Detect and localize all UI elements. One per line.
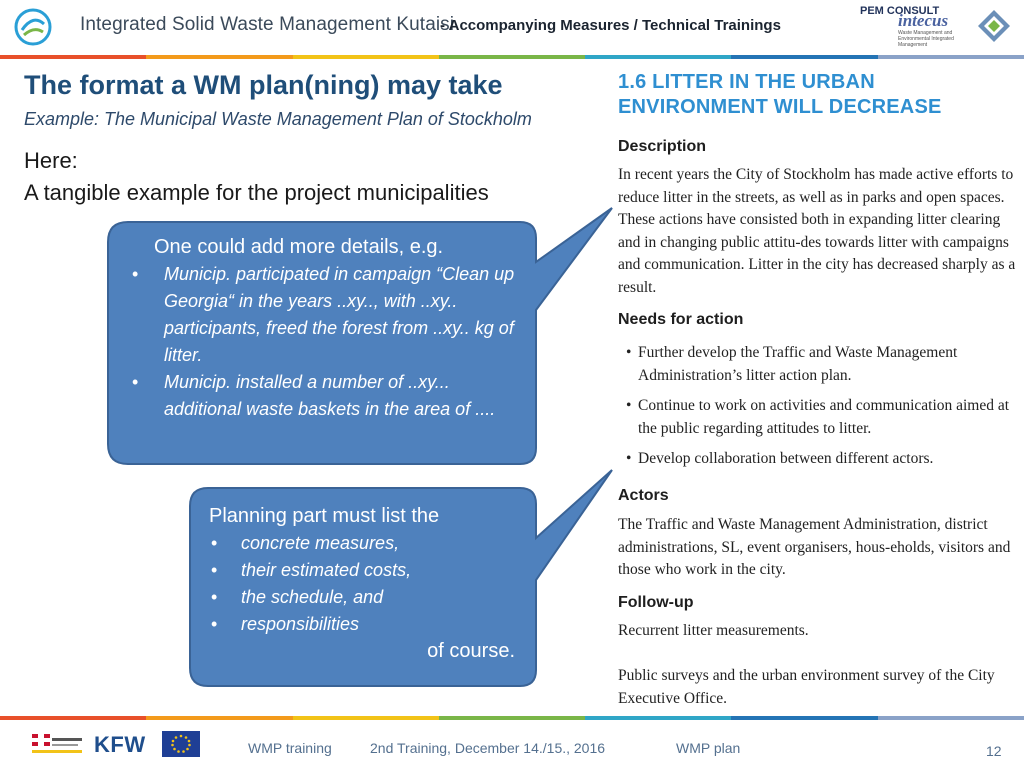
footer-color-stripe	[0, 716, 1024, 720]
list-item: • responsibilities	[209, 611, 529, 638]
intecus-logo-subtitle: Waste Management and Environmental Integrated Management	[898, 30, 954, 48]
slide-example-subtitle: Example: The Municipal Waste Management Plan of Stockholm	[24, 109, 532, 129]
slide-title: The format a WM plan(ning) may take	[24, 70, 503, 100]
excerpt-heading	[618, 70, 1018, 120]
page-number: 12	[986, 743, 1002, 759]
section-title-actors: Actors	[618, 487, 669, 504]
here-label: Here:	[24, 148, 78, 173]
description-text: In recent years the City of Stockholm has made active efforts to reduce litter in the streets, as well as in parks and open spaces. These actions have consisted both in expanding litter clearing and in changing public attitu-des towards litter with campaigns and communication. Litter in the city has decreased sharply as a result.	[618, 166, 1016, 296]
needs-item: • Develop collaboration between different actors.	[626, 448, 1024, 471]
callout-details-list	[124, 261, 524, 423]
needs-item: • Further develop the Traffic and Waste Management Administration’s litter action plan.	[626, 342, 1024, 387]
list-item: • the schedule, and	[209, 584, 529, 611]
callout-details-heading: One could add more details, e.g.	[154, 236, 444, 258]
followup-text: Public surveys and the urban environment survey of the City Executive Office.	[618, 667, 995, 707]
followup-text: Recurrent litter measurements.	[618, 622, 809, 639]
breadcrumb: - Accompanying Measures / Technical Trainings	[440, 17, 781, 34]
needs-item: • Continue to work on activities and communication aimed at the public regarding attitudes to litter.	[626, 395, 1024, 440]
section-title-needs: Needs for action	[618, 311, 744, 328]
actors-text: The Traffic and Waste Management Administration, district administrations, SL, event organisers, hous-eholds, visitors and those who work in the city.	[618, 516, 1011, 578]
callout-planning-closing: of course.	[427, 640, 515, 662]
list-item: • Municip. participated in campaign “Clean up Georgia“ in the years ..xy.., with ..xy.. participants, freed the forest from ..xy.. kg of litter.	[124, 261, 524, 369]
kfw-logo: KFW	[94, 732, 146, 757]
callout-planning-heading: Planning part must list the	[209, 505, 440, 527]
section-title-description: Description	[618, 138, 707, 155]
intecus-logo: intecus	[898, 11, 949, 30]
georgia-ministry-logo-icon	[30, 728, 86, 760]
list-item: • Municip. installed a number of ..xy... additional waste baskets in the area of ....	[124, 369, 524, 423]
footer-topic: WMP plan	[676, 740, 741, 756]
callout-planning-content	[209, 505, 529, 663]
footer-training: WMP training	[248, 740, 332, 756]
list-item: • concrete measures,	[209, 530, 529, 557]
footer-logos	[30, 728, 210, 762]
app-title: Integrated Solid Waste Management Kutaisi	[80, 14, 455, 35]
pem-consult-logo: PEM CONSULT	[860, 5, 940, 17]
callout-details-content	[124, 236, 524, 423]
section-title-followup: Follow-up	[618, 594, 694, 611]
callout-planning-list	[209, 530, 529, 638]
eu-flag-icon	[162, 731, 200, 757]
footer-date: 2nd Training, December 14./15., 2016	[370, 740, 606, 756]
excerpt-heading-line: ENVIRONMENT WILL DECREASE	[618, 96, 942, 118]
here-description: A tangible example for the project municipalities	[24, 180, 489, 205]
excerpt-heading-line: 1.6 LITTER IN THE URBAN	[618, 71, 875, 93]
stockholm-plan-excerpt	[618, 70, 1018, 707]
list-item: • their estimated costs,	[209, 557, 529, 584]
